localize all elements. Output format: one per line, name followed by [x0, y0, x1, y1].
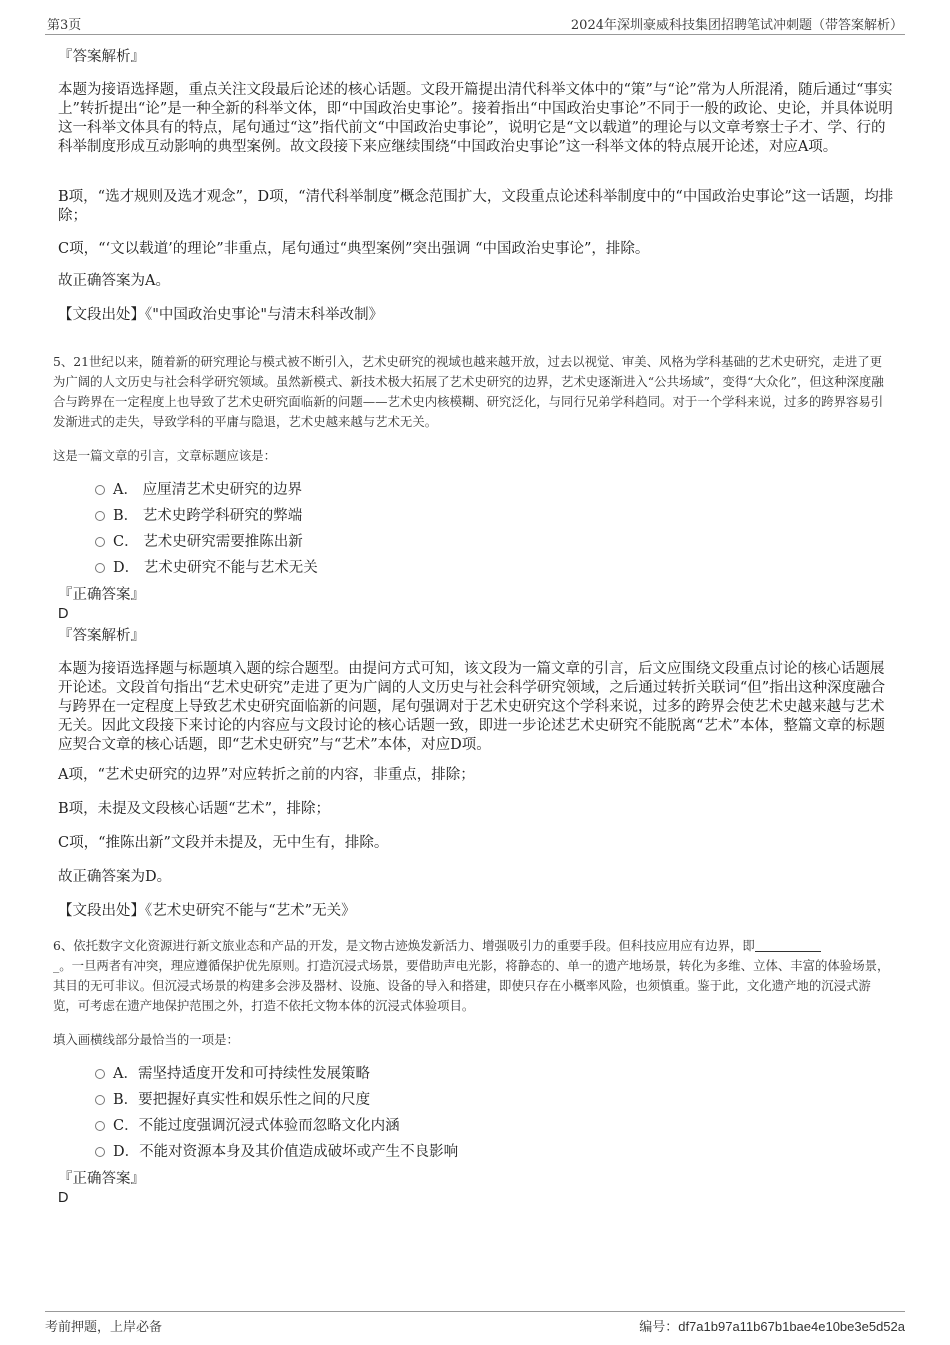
source-citation: 【文段出处】《艺术史研究不能与“艺术”无关》: [58, 903, 356, 919]
option-a[interactable]: [95, 480, 302, 500]
question-stem: 5、21世纪以来，随着新的研究理论与模式被不断引入，艺术史研究的视域也越来越开放，过去以视觉、审美、风格为学科基础的艺术史研究，走进了更为广阔的人文历史与社会科学研究领域。虽然新模式、新技术极大拓展了艺术史研究的边界，艺术史逐渐进入“公共场域”，变得“大众化”，但这种深度融合与跨界在一定程度上也导致了艺术史研究面临新的问题——艺术史内核模糊、研究泛化，与同行兄弟学科趋同。对于一个学科来说，过多的跨界容易引发渐进式的走失，导致学科的平庸与隐退，艺术史越来越与艺术无关。: [53, 354, 884, 429]
correct-answer-label: 『正确答案』: [58, 1171, 145, 1187]
analysis-conclusion: 故正确答案为D。: [58, 869, 172, 885]
option-label: C． 艺术史研究需要推陈出新: [113, 534, 303, 550]
code-label: 编号：: [639, 1320, 679, 1335]
correct-answer: D: [58, 1190, 69, 1206]
question-prompt: 这是一篇文章的引言，文章标题应该是：: [53, 448, 277, 463]
option-d[interactable]: [95, 1142, 458, 1162]
option-label: D．不能对资源本身及其价值造成破坏或产生不良影响: [113, 1144, 459, 1160]
analysis-paragraph: C项，“推陈出新”文段并未提及，无中生有，排除。: [58, 835, 389, 851]
option-a[interactable]: [95, 1064, 370, 1084]
radio-icon[interactable]: [95, 1095, 105, 1105]
radio-icon[interactable]: [95, 485, 105, 495]
radio-icon[interactable]: [95, 537, 105, 547]
option-label: B．要把握好真实性和娱乐性之间的尺度: [113, 1092, 371, 1108]
analysis-paragraph: B项，“选才规则及选才观念”，D项，“清代科举制度”概念范围扩大，文段重点论述科举制度中的“中国政治史事论”这一话题，均排除；: [58, 189, 894, 224]
radio-icon[interactable]: [95, 563, 105, 573]
document-title: 2024年深圳豪威科技集团招聘笔试冲刺题（带答案解析）: [570, 18, 903, 33]
analysis-paragraph: C项，“‘文以载道’的理论”非重点，尾句通过“典型案例”突出强调 “中国政治史事论”，排除。: [58, 241, 650, 257]
analysis-label: 『答案解析』: [58, 628, 145, 644]
source-citation: 【文段出处】《"中国政治史事论"与清末科举改制》: [58, 307, 384, 323]
radio-icon[interactable]: [95, 1069, 105, 1079]
option-d[interactable]: [95, 558, 318, 578]
option-b[interactable]: [95, 506, 302, 526]
option-b[interactable]: [95, 1090, 370, 1110]
stem-text: _。一旦两者有冲突，理应遵循保护优先原则。打造沉浸式场景，要借助声电光影，将静态的、单一的遗产地场景，转化为多维、立体、丰富的体验场景，其目的无可非议。但沉浸式场景的构建多会涉及器材、设施、设备的导入和搭建，即使只存在小概率风险，也须慎重。鉴于此，文化遗产地的沉浸式游览，可考虑在遗产地保护范围之外，打造不依托文物本体的沉浸式体验项目。: [53, 958, 890, 1013]
analysis-conclusion: 故正确答案为A。: [58, 273, 170, 289]
analysis-paragraph: 本题为接语选择题与标题填入题的综合题型。由提问方式可知，该文段为一篇文章的引言，后文应围绕文段重点讨论的核心话题展开论述。文段首句指出“艺术史研究”走进了更为广阔的人文历史与社会科学研究领域，之后通过转折关联词“但”指出这种深度融合与跨界在一定程度上导致艺术史研究面临新的问题，尾句强调对于艺术史研究这个学科来说，过多的跨界会使艺术史越来越与艺术无关。因此文段接下来讨论的内容应与文段讨论的核心话题一致，即进一步论述艺术史研究不能脱离“艺术”本体，整篇文章的标题应契合文章的核心话题，即“艺术史研究”与“艺术”本体，对应D项。: [58, 661, 886, 753]
analysis-paragraph: B项，未提及文段核心话题“艺术”，排除；: [58, 801, 330, 817]
radio-icon[interactable]: [95, 511, 105, 521]
question-stem: [53, 936, 893, 1016]
fill-blank: [755, 938, 821, 952]
radio-icon[interactable]: [95, 1121, 105, 1131]
code-value: df7a1b97a11b67b1bae4e10be3e5d52a: [678, 1319, 905, 1334]
correct-answer-label: 『正确答案』: [58, 587, 145, 603]
footer-slogan: 考前押题，上岸必备: [45, 1320, 163, 1335]
page-header: [45, 12, 905, 35]
option-c[interactable]: [95, 532, 303, 552]
page-number: 第3页: [47, 18, 82, 33]
option-label: B． 艺术史跨学科研究的弊端: [113, 508, 303, 524]
page-footer: [45, 1311, 905, 1334]
analysis-label: 『答案解析』: [58, 49, 145, 65]
option-label: A． 应厘清艺术史研究的边界: [113, 482, 303, 498]
radio-icon[interactable]: [95, 1147, 105, 1157]
question-prompt: 填入画横线部分最恰当的一项是：: [53, 1032, 239, 1047]
option-label: A．需坚持适度开发和可持续性发展策略: [113, 1066, 370, 1082]
stem-text: 6、依托数字文化资源进行新文旅业态和产品的开发，是文物古迹焕发新活力、增强吸引力的重要手段。但科技应用应有边界，即: [53, 938, 755, 953]
option-c[interactable]: [95, 1116, 400, 1136]
option-label: D． 艺术史研究不能与艺术无关: [113, 560, 318, 576]
option-label: C．不能过度强调沉浸式体验而忽略文化内涵: [113, 1118, 400, 1134]
correct-answer: D: [58, 606, 69, 622]
analysis-paragraph: A项，“艺术史研究的边界”对应转折之前的内容，非重点，排除；: [58, 767, 475, 783]
document-code: [639, 1316, 905, 1335]
analysis-paragraph: 本题为接语选择题，重点关注文段最后论述的核心话题。文段开篇提出清代科举文体中的“策”与“论”常为人所混淆，随后通过“事实上”转折提出“论”是一种全新的科举文体，即“中国政治史事论”。接着指出“中国政治史事论”不同于一般的政论、史论，并具体说明这一科举文体具有的特点，尾句通过“这”指代前文“中国政治史事论”，说明它是“文以载道”的理论与以文章考察士子才、学、行的科举制度形成互动影响的典型案例。故文段接下来应继续围绕“中国政治史事论”这一科举文体的特点展开论述，对应A项。: [58, 82, 893, 155]
